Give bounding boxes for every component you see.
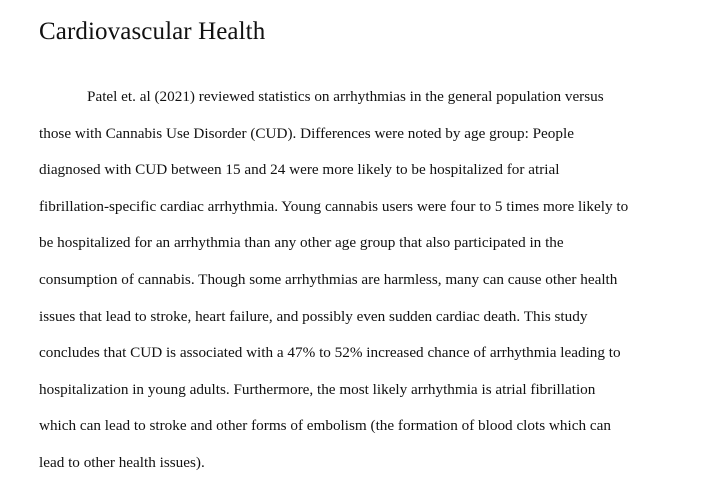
paragraph-line: fibrillation-specific cardiac arrhythmia. Young cannabis users were four to 5 times more likely to bbox=[39, 197, 629, 215]
body-paragraph bbox=[39, 84, 699, 487]
paragraph-line: diagnosed with CUD between 15 and 24 were more likely to be hospitalized for atrial bbox=[39, 161, 560, 179]
paragraph-line: lead to other health issues). bbox=[39, 453, 205, 471]
paragraph-line: which can lead to stroke and other forms of embolism (the formation of blood clots which can bbox=[39, 417, 611, 435]
paragraph-line: consumption of cannabis. Though some arrhythmias are harmless, many can cause other health bbox=[39, 270, 618, 288]
section-heading: Cardiovascular Health bbox=[39, 18, 266, 45]
paragraph-line: Patel et. al (2021) reviewed statistics on arrhythmias in the general population versus bbox=[87, 88, 604, 105]
paragraph-line: concludes that CUD is associated with a 47% to 52% increased chance of arrhythmia leading to bbox=[39, 344, 621, 362]
paragraph-line: hospitalization in young adults. Furthermore, the most likely arrhythmia is atrial fibrillation bbox=[39, 380, 596, 398]
paragraph-line: those with Cannabis Use Disorder (CUD). Differences were noted by age group: People bbox=[39, 124, 574, 142]
paragraph-line: issues that lead to stroke, heart failure, and possibly even sudden cardiac death. This study bbox=[39, 307, 588, 325]
paragraph-line: be hospitalized for an arrhythmia than any other age group that also participated in the bbox=[39, 234, 564, 252]
